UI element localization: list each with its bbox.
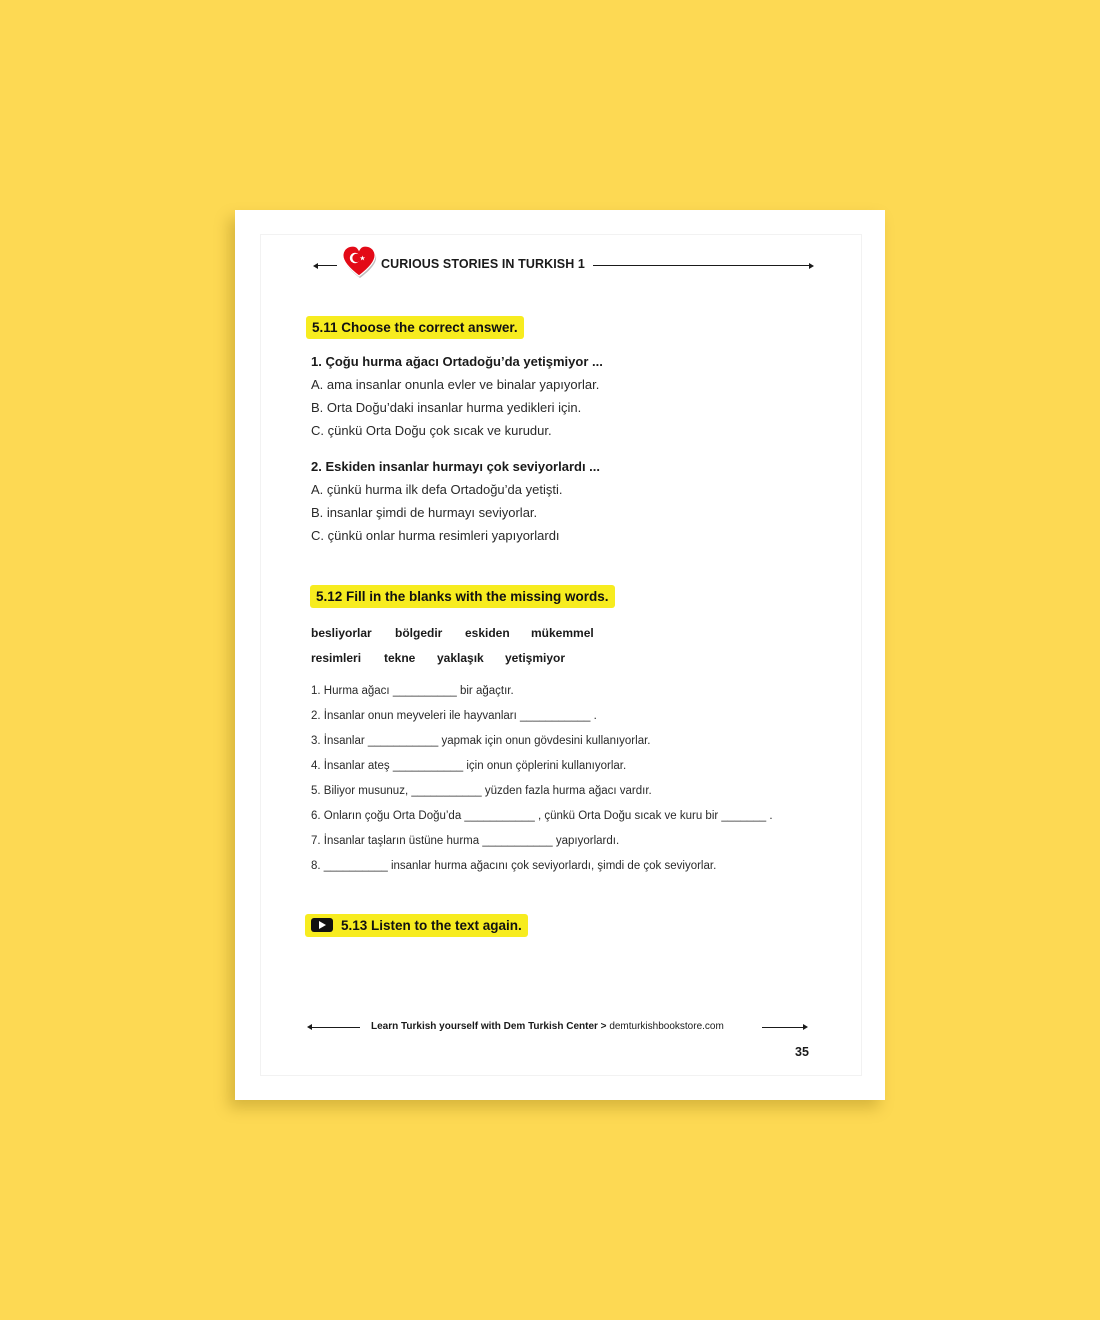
word-bank-item: bölgedir [395,626,443,640]
word-bank-item: eskiden [465,626,510,640]
page-number: 35 [795,1045,809,1059]
header-rule-left [315,265,337,266]
question-1: 1. Çoğu hurma ağacı Ortadoğu’da yetişmiyor ... [311,354,603,369]
fill-blank-sentence-6: 6. Onların çoğu Orta Doğu’da ___________ , çünkü Orta Doğu sıcak ve kuru bir _______ . [311,810,773,822]
fill-blank-sentence-2: 2. İnsanlar onun meyveleri ile hayvanları ___________ . [311,710,597,722]
fill-blank-sentence-8: 8. __________ insanlar hurma ağacını çok seviyorlardı, şimdi de çok seviyorlar. [311,860,717,872]
play-icon [311,918,333,932]
page-footer [307,1019,809,1035]
word-bank-item: besliyorlar [311,626,372,640]
word-bank-item: mükemmel [531,626,594,640]
word-bank-item: tekne [384,651,416,665]
footer-rule-left [310,1027,360,1028]
footer-website: demturkishbookstore.com [609,1021,724,1032]
fill-blank-sentence-3: 3. İnsanlar ___________ yapmak için onun gövdesini kullanıyorlar. [311,735,651,747]
fill-blank-sentence-1: 1. Hurma ağacı __________ bir ağaçtır. [311,685,514,697]
book-title: CURIOUS STORIES IN TURKISH 1 [381,257,585,271]
footer-separator: > [597,1021,610,1032]
question-1-option-b: B. Orta Doğu’daki insanlar hurma yedikleri için. [311,400,582,415]
header-rule-right [593,265,809,266]
question-2: 2. Eskiden insanlar hurmayı çok seviyorlardı ... [311,459,601,474]
footer-text [371,1021,724,1032]
fill-blank-sentence-4: 4. İnsanlar ateş ___________ için onun çöplerini kullanıyorlar. [311,760,627,772]
header-arrow-right [809,263,814,269]
word-bank-item: yaklaşık [437,651,484,665]
turkish-flag-heart-icon [341,246,377,278]
question-2-option-b: B. insanlar şimdi de hurmayı seviyorlar. [311,505,538,520]
question-2-option-a: A. çünkü hurma ilk defa Ortadoğu’da yetişti. [311,482,563,497]
section-title-5-13-label: 5.13 Listen to the text again. [341,918,522,933]
footer-arrow-right [803,1024,808,1030]
word-bank-item: resimleri [311,651,362,665]
fill-blank-sentence-5: 5. Biliyor musunuz, ___________ yüzden fazla hurma ağacı vardır. [311,785,652,797]
header-arrow-left [313,263,318,269]
question-1-option-c: C. çünkü Orta Doğu çok sıcak ve kurudur. [311,423,552,438]
section-title-5-13 [305,914,528,937]
book-page [235,210,885,1100]
question-1-option-a: A. ama insanlar onunla evler ve binalar yapıyorlar. [311,377,600,392]
footer-tagline: Learn Turkish yourself with Dem Turkish Center [371,1021,598,1032]
fill-blank-sentence-7: 7. İnsanlar taşların üstüne hurma ___________ yapıyorlardı. [311,835,620,847]
footer-rule-right [762,1027,804,1028]
question-2-option-c: C. çünkü onlar hurma resimleri yapıyorlardı [311,528,560,543]
word-bank-item: yetişmiyor [505,651,566,665]
page-header [313,248,815,278]
section-title-5-11: 5.11 Choose the correct answer. [306,316,524,339]
section-title-5-12: 5.12 Fill in the blanks with the missing words. [310,585,615,608]
